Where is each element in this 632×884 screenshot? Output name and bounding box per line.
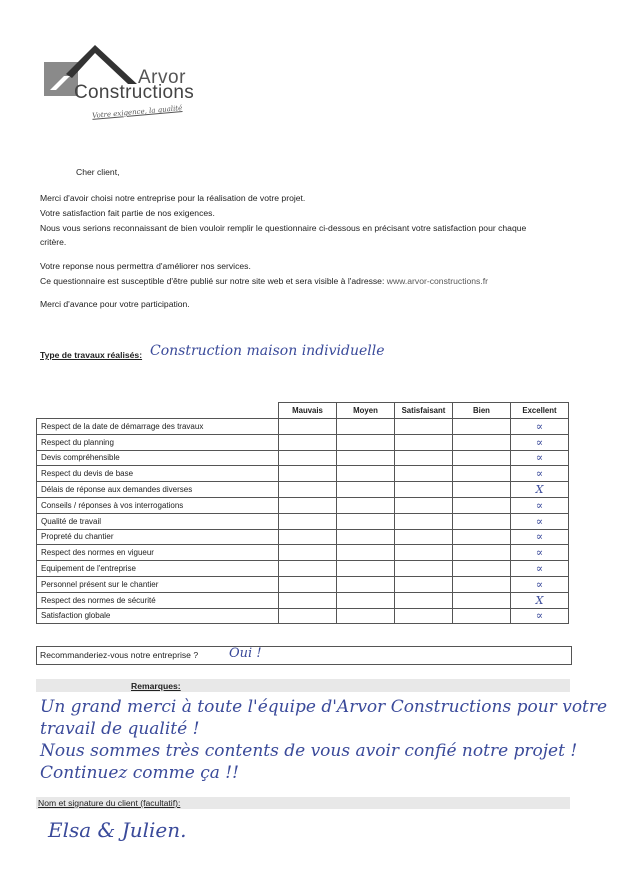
remarks-label: Remarques: [131, 681, 181, 691]
table-row [37, 497, 569, 513]
rating-cell-mauvais[interactable] [279, 592, 337, 608]
rating-cell-excellent[interactable]: ∝ [511, 434, 569, 450]
rating-cell-moyen[interactable] [337, 482, 395, 498]
rating-cell-excellent[interactable]: ∝ [511, 561, 569, 577]
table-row [37, 608, 569, 624]
rating-cell-moyen[interactable] [337, 466, 395, 482]
table-row [37, 576, 569, 592]
remarks-line-3[interactable]: Nous sommes très contents de vous avoir confié notre projet ! [40, 741, 578, 761]
rating-cell-excellent[interactable]: ∝ [511, 513, 569, 529]
rating-cell-bien[interactable] [453, 482, 511, 498]
rating-cell-satisfaisant[interactable] [395, 576, 453, 592]
rating-cell-bien[interactable] [453, 529, 511, 545]
rating-cell-moyen[interactable] [337, 450, 395, 466]
rating-cell-mauvais[interactable] [279, 576, 337, 592]
rating-cell-mauvais[interactable] [279, 466, 337, 482]
rating-cell-satisfaisant[interactable] [395, 419, 453, 435]
logo-tagline: Votre exigence, la qualité [91, 104, 183, 120]
table-row [37, 419, 569, 435]
header-mauvais: Mauvais [279, 403, 337, 419]
remarks-line-1[interactable]: Un grand merci à toute l'équipe d'Arvor Constructions pour votre [40, 697, 608, 717]
table-row [37, 466, 569, 482]
info-line-1: Votre reponse nous permettra d'améliorer nos services. [40, 261, 251, 271]
header-excellent: Excellent [511, 403, 569, 419]
logo-name-line2: Constructions [74, 82, 195, 103]
rating-cell-excellent[interactable]: ∝ [511, 576, 569, 592]
criterion-label: Délais de réponse aux demandes diverses [37, 482, 279, 498]
header-blank [37, 403, 279, 419]
criterion-label: Devis compréhensible [37, 450, 279, 466]
intro-line-3: Nous vous serions reconnaissant de bien vouloir remplir le questionnaire ci-dessous en précisant votre satisfaction pour chaque [40, 223, 527, 233]
rating-cell-moyen[interactable] [337, 497, 395, 513]
table-row [37, 482, 569, 498]
rating-cell-excellent[interactable]: ∝ [511, 497, 569, 513]
rating-cell-moyen[interactable] [337, 529, 395, 545]
rating-cell-mauvais[interactable] [279, 545, 337, 561]
rating-cell-moyen[interactable] [337, 608, 395, 624]
rating-cell-mauvais[interactable] [279, 482, 337, 498]
info-line-2-text: Ce questionnaire est susceptible d'être publié sur notre site web et sera visible à l'adresse: [40, 276, 385, 286]
rating-cell-excellent[interactable]: X [511, 482, 569, 498]
criterion-label: Conseils / réponses à vos interrogations [37, 497, 279, 513]
table-row [37, 592, 569, 608]
rating-cell-excellent[interactable]: ∝ [511, 608, 569, 624]
rating-cell-mauvais[interactable] [279, 434, 337, 450]
rating-cell-excellent[interactable]: ∝ [511, 450, 569, 466]
table-row [37, 513, 569, 529]
rating-cell-bien[interactable] [453, 592, 511, 608]
rating-cell-moyen[interactable] [337, 592, 395, 608]
intro-line-4: critère. [40, 237, 67, 247]
rating-cell-mauvais[interactable] [279, 561, 337, 577]
rating-cell-moyen[interactable] [337, 561, 395, 577]
rating-cell-excellent[interactable]: ∝ [511, 419, 569, 435]
work-type-value[interactable]: Construction maison individuelle [150, 343, 385, 359]
criterion-label: Respect des normes en vigueur [37, 545, 279, 561]
rating-cell-satisfaisant[interactable] [395, 434, 453, 450]
rating-cell-bien[interactable] [453, 419, 511, 435]
criterion-label: Personnel présent sur le chantier [37, 576, 279, 592]
header-satisfaisant: Satisfaisant [395, 403, 453, 419]
rating-cell-bien[interactable] [453, 497, 511, 513]
criteria-table [36, 402, 569, 624]
rating-cell-bien[interactable] [453, 545, 511, 561]
rating-cell-excellent[interactable]: ∝ [511, 529, 569, 545]
rating-cell-bien[interactable] [453, 513, 511, 529]
rating-cell-moyen[interactable] [337, 419, 395, 435]
recommend-question: Recommanderiez-vous notre entreprise ? [40, 650, 199, 660]
rating-cell-mauvais[interactable] [279, 450, 337, 466]
logo-name-line1: Arvor [138, 67, 186, 88]
recommend-answer[interactable]: Oui ! [229, 646, 262, 661]
thanks-line: Merci d'avance pour votre participation. [40, 299, 190, 309]
table-row [37, 450, 569, 466]
client-signature[interactable]: Elsa & Julien. [48, 818, 187, 842]
work-type-label: Type de travaux réalisés: [40, 350, 143, 360]
rating-cell-satisfaisant[interactable] [395, 513, 453, 529]
criterion-label: Respect des normes de sécurité [37, 592, 279, 608]
rating-cell-excellent[interactable]: ∝ [511, 466, 569, 482]
rating-cell-bien[interactable] [453, 561, 511, 577]
info-line-2 [40, 276, 488, 286]
rating-cell-moyen[interactable] [337, 513, 395, 529]
rating-cell-satisfaisant[interactable] [395, 529, 453, 545]
intro-line-2: Votre satisfaction fait partie de nos exigences. [40, 208, 215, 218]
table-row [37, 561, 569, 577]
rating-cell-mauvais[interactable] [279, 419, 337, 435]
rating-cell-moyen[interactable] [337, 576, 395, 592]
remarks-header-band [36, 679, 570, 692]
rating-cell-satisfaisant[interactable] [395, 482, 453, 498]
header-moyen: Moyen [337, 403, 395, 419]
header-bien: Bien [453, 403, 511, 419]
rating-cell-moyen[interactable] [337, 545, 395, 561]
criteria-rows [37, 419, 569, 624]
rating-cell-excellent[interactable]: X [511, 592, 569, 608]
rating-cell-bien[interactable] [453, 576, 511, 592]
remarks-line-4[interactable]: Continuez comme ça !! [40, 763, 239, 783]
rating-cell-excellent[interactable]: ∝ [511, 545, 569, 561]
rating-cell-bien[interactable] [453, 450, 511, 466]
table-row [37, 545, 569, 561]
rating-cell-satisfaisant[interactable] [395, 466, 453, 482]
rating-cell-satisfaisant[interactable] [395, 545, 453, 561]
criterion-label: Qualité de travail [37, 513, 279, 529]
rating-cell-satisfaisant[interactable] [395, 450, 453, 466]
rating-cell-bien[interactable] [453, 608, 511, 624]
rating-cell-satisfaisant[interactable] [395, 592, 453, 608]
criterion-label: Respect du planning [37, 434, 279, 450]
criterion-label: Propreté du chantier [37, 529, 279, 545]
client-label: Nom et signature du client (facultatif): [38, 798, 181, 808]
rating-cell-bien[interactable] [453, 466, 511, 482]
table-header-row [37, 403, 569, 419]
criterion-label: Equipement de l'entreprise [37, 561, 279, 577]
recommend-box [36, 646, 572, 665]
criterion-label: Satisfaction globale [37, 608, 279, 624]
rating-cell-mauvais[interactable] [279, 529, 337, 545]
rating-cell-moyen[interactable] [337, 434, 395, 450]
rating-cell-satisfaisant[interactable] [395, 561, 453, 577]
criterion-label: Respect du devis de base [37, 466, 279, 482]
criterion-label: Respect de la date de démarrage des travaux [37, 419, 279, 435]
rating-cell-satisfaisant[interactable] [395, 608, 453, 624]
rating-cell-bien[interactable] [453, 434, 511, 450]
table-row [37, 434, 569, 450]
rating-cell-mauvais[interactable] [279, 513, 337, 529]
rating-cell-mauvais[interactable] [279, 497, 337, 513]
table-row [37, 529, 569, 545]
rating-cell-mauvais[interactable] [279, 608, 337, 624]
remarks-line-2[interactable]: travail de qualité ! [40, 719, 200, 739]
greeting: Cher client, [76, 167, 120, 177]
website-link[interactable]: www.arvor-constructions.fr [386, 276, 488, 286]
rating-cell-satisfaisant[interactable] [395, 497, 453, 513]
intro-line-1: Merci d'avoir choisi notre entreprise pour la réalisation de votre projet. [40, 193, 306, 203]
